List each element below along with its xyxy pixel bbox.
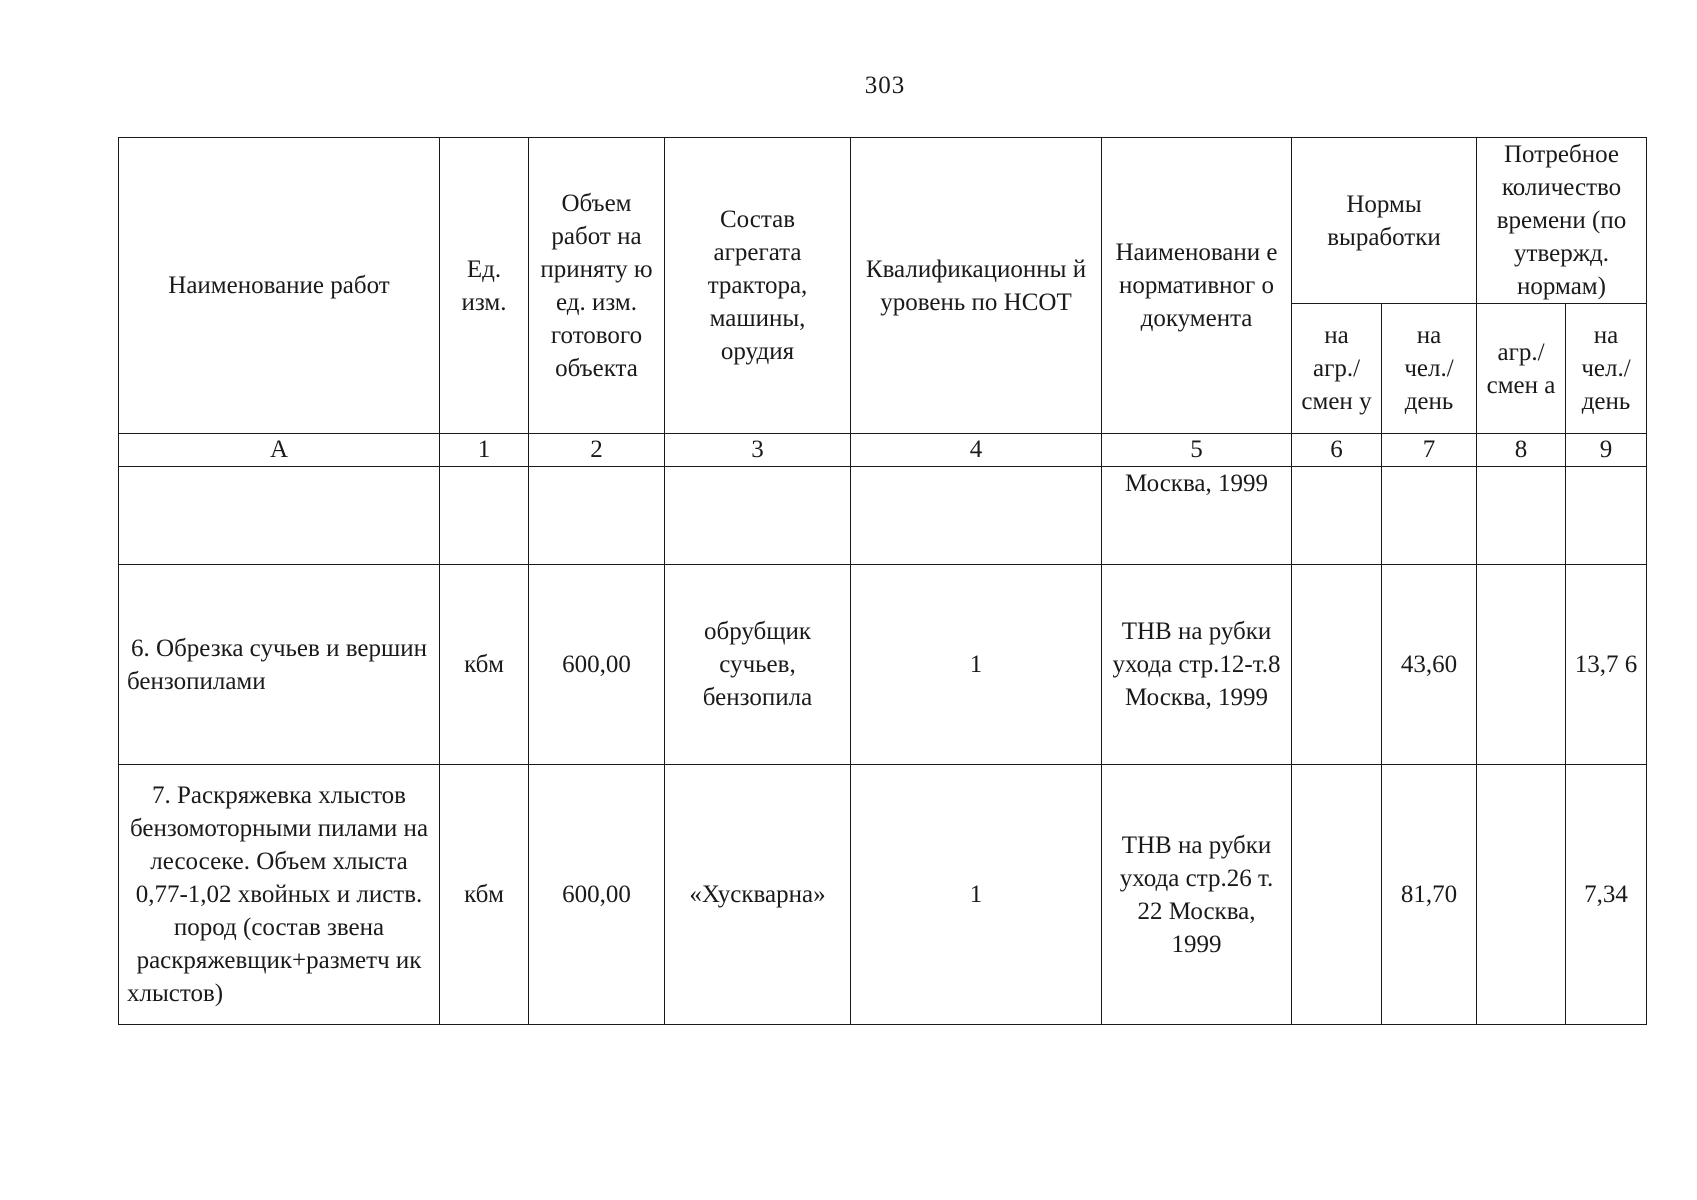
header-qualification: Квалификационны й уровень по НСОТ: [851, 138, 1102, 434]
header-unit: Ед. изм.: [440, 138, 529, 434]
composition-cell: «Хускварна»: [665, 765, 851, 1025]
document-cell: ТНВ на рубки ухода стр.12-т.8 Москва, 1999: [1102, 565, 1292, 765]
header-time-per-man: на чел./ день: [1566, 304, 1647, 434]
header-volume: Объем работ на приняту ю ед. изм. готового объекта: [529, 138, 665, 434]
table-row: [119, 565, 1647, 765]
header-norm-per-man: на чел./ день: [1382, 304, 1477, 434]
norm-agr-cell: [1292, 565, 1382, 765]
header-time-per-agr: агр./ смен а: [1477, 304, 1566, 434]
norm-agr-cell: [1292, 467, 1382, 565]
header-composition: Состав агрегата трактора, машины, орудия: [665, 138, 851, 434]
document-cell: Москва, 1999: [1102, 467, 1292, 565]
table-row: [119, 765, 1647, 1025]
unit-cell: кбм: [440, 565, 529, 765]
work-name-cell: 7. Раскряжевка хлыстов бензомоторными пилами на лесосеке. Объем хлыста 0,77-1,02 хвойных и листв. пород (состав звена раскряжевщик+разметч ик хлыстов): [119, 765, 440, 1025]
column-number: 6: [1292, 434, 1382, 467]
column-number: 9: [1566, 434, 1647, 467]
time-agr-cell: [1477, 565, 1566, 765]
norm-man-cell: 81,70: [1382, 765, 1477, 1025]
column-number-row: [119, 434, 1647, 467]
volume-cell: 600,00: [529, 765, 665, 1025]
work-norms-table: [118, 137, 1647, 1025]
time-man-cell: [1566, 467, 1647, 565]
column-number: 4: [851, 434, 1102, 467]
volume-cell: [529, 467, 665, 565]
qualification-cell: 1: [851, 765, 1102, 1025]
header-norm-per-agr: на агр./ смен у: [1292, 304, 1382, 434]
column-number: А: [119, 434, 440, 467]
header-document: Наименовани е нормативног о документа: [1102, 138, 1292, 434]
unit-cell: [440, 467, 529, 565]
work-name-cell: 6. Обрезка сучьев и вершин бензопилами: [119, 565, 440, 765]
work-name-cell: [119, 467, 440, 565]
header-time-group: Потребное количество времени (по утвержд. нормам): [1477, 138, 1647, 304]
unit-cell: кбм: [440, 765, 529, 1025]
header-row: [119, 138, 1647, 304]
composition-cell: обрубщик сучьев, бензопила: [665, 565, 851, 765]
norm-agr-cell: [1292, 765, 1382, 1025]
time-agr-cell: [1477, 467, 1566, 565]
norm-man-cell: [1382, 467, 1477, 565]
page-number: 303: [864, 72, 906, 99]
header-norms-group: Нормы выработки: [1292, 138, 1477, 304]
column-number: 5: [1102, 434, 1292, 467]
column-number: 1: [440, 434, 529, 467]
volume-cell: 600,00: [529, 565, 665, 765]
norm-man-cell: 43,60: [1382, 565, 1477, 765]
column-number: 7: [1382, 434, 1477, 467]
time-man-cell: 13,7 6: [1566, 565, 1647, 765]
column-number: 2: [529, 434, 665, 467]
time-agr-cell: [1477, 765, 1566, 1025]
qualification-cell: 1: [851, 565, 1102, 765]
header-work-name: Наименование работ: [119, 138, 440, 434]
column-number: 3: [665, 434, 851, 467]
qualification-cell: [851, 467, 1102, 565]
table-row: [119, 467, 1647, 565]
time-man-cell: 7,34: [1566, 765, 1647, 1025]
document-cell: ТНВ на рубки ухода стр.26 т. 22 Москва, 1999: [1102, 765, 1292, 1025]
composition-cell: [665, 467, 851, 565]
column-number: 8: [1477, 434, 1566, 467]
